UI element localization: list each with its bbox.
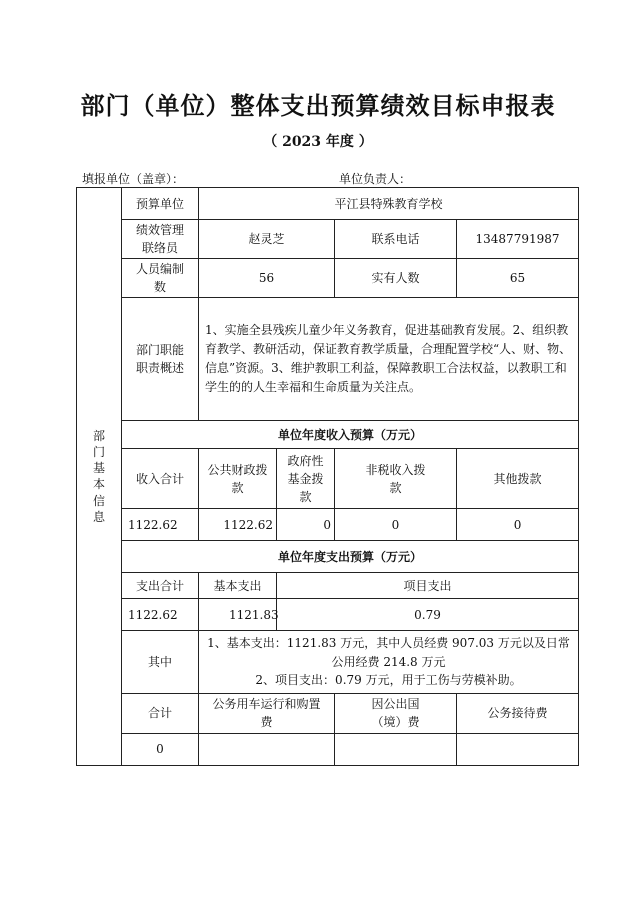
income-other-value: 0 bbox=[457, 509, 579, 541]
contact-label: 绩效管理 联络员 bbox=[122, 220, 199, 259]
expense-project-header: 项目支出 bbox=[277, 573, 579, 599]
income-fund-value: 0 bbox=[277, 509, 335, 541]
official-abroad-value bbox=[335, 733, 457, 765]
budget-unit-label: 预算单位 bbox=[122, 188, 199, 220]
staff-label: 人员编制 数 bbox=[122, 259, 199, 298]
official-values-row bbox=[77, 733, 579, 765]
official-car-value bbox=[199, 733, 335, 765]
budget-unit-value: 平江县特殊教育学校 bbox=[199, 188, 579, 220]
official-car-header: 公务用车运行和购置 费 bbox=[199, 693, 335, 733]
duty-row bbox=[77, 298, 579, 421]
income-fiscal-value: 1122.62 bbox=[199, 509, 277, 541]
income-section-row bbox=[77, 421, 579, 449]
side-char: 部 bbox=[92, 428, 105, 443]
expense-total-value: 1122.62 bbox=[122, 599, 199, 631]
expense-detail-line: 2、项目支出：0.79 万元，用于工伤与劳模补助。 bbox=[255, 673, 522, 688]
official-total-header: 合计 bbox=[122, 693, 199, 733]
budget-unit-row bbox=[77, 188, 579, 220]
expense-total-header: 支出合计 bbox=[122, 573, 199, 599]
income-section-title: 单位年度收入预算（万元） bbox=[122, 421, 579, 449]
expense-detail-text bbox=[199, 631, 579, 694]
responsible-label: 单位负责人： bbox=[339, 172, 412, 186]
side-char: 本 bbox=[92, 477, 105, 492]
year-label: （ 2023 年度 ） bbox=[263, 134, 373, 150]
expense-detail-row bbox=[77, 631, 579, 694]
income-other-header: 其他拨款 bbox=[457, 449, 579, 509]
income-header-row bbox=[77, 449, 579, 509]
side-char: 门 bbox=[92, 445, 105, 460]
expense-project-value: 0.79 bbox=[277, 599, 579, 631]
official-reception-header: 公务接待费 bbox=[457, 693, 579, 733]
expense-section-row bbox=[77, 541, 579, 573]
income-nontax-value: 0 bbox=[335, 509, 457, 541]
staff-row bbox=[77, 259, 579, 298]
expense-header-row bbox=[77, 573, 579, 599]
side-char: 基 bbox=[92, 461, 105, 476]
income-nontax-header: 非税收入拨 款 bbox=[335, 449, 457, 509]
side-label-cell bbox=[77, 188, 122, 766]
income-fund-header: 政府性 基金拨 款 bbox=[277, 449, 335, 509]
official-reception-value bbox=[457, 733, 579, 765]
expense-detail-label: 其中 bbox=[122, 631, 199, 694]
phone-value: 13487791987 bbox=[457, 220, 579, 259]
duty-text: 1、实施全县残疾儿童少年义务教育，促进基础教育发展。2、组织教育教学、教研活动，保证教育教学质量，合理配置学校“人、财、物、信息”资源。3、维护教职工利益，保障教职工合法权益，以教职工和学生的的人生幸福和生命质量为关注点。 bbox=[199, 298, 579, 421]
page-title: 部门（单位）整体支出预算绩效目标申报表 bbox=[80, 92, 556, 120]
official-abroad-header: 因公出国 （境）费 bbox=[335, 693, 457, 733]
income-total-value: 1122.62 bbox=[122, 509, 199, 541]
expense-basic-value: 1121.83 bbox=[199, 599, 277, 631]
contact-value: 赵灵芝 bbox=[199, 220, 335, 259]
official-total-value: 0 bbox=[122, 733, 199, 765]
side-char: 信 bbox=[92, 493, 105, 508]
actual-label: 实有人数 bbox=[335, 259, 457, 298]
actual-value: 65 bbox=[457, 259, 579, 298]
expense-section-title: 单位年度支出预算（万元） bbox=[122, 541, 579, 573]
contact-row bbox=[77, 220, 579, 259]
income-total-header: 收入合计 bbox=[122, 449, 199, 509]
income-values-row bbox=[77, 509, 579, 541]
expense-detail-line: 1、基本支出：1121.83 万元，其中人员经费 907.03 万元以及日常公用经费 214.8 万元 bbox=[207, 636, 570, 669]
staff-value: 56 bbox=[199, 259, 335, 298]
income-fiscal-header: 公共财政拨 款 bbox=[199, 449, 277, 509]
expense-basic-header: 基本支出 bbox=[199, 573, 277, 599]
filler-unit-label: 填报单位（盖章）： bbox=[82, 172, 185, 186]
expense-values-row bbox=[77, 599, 579, 631]
duty-label: 部门职能 职责概述 bbox=[122, 298, 199, 421]
official-header-row bbox=[77, 693, 579, 733]
phone-label: 联系电话 bbox=[335, 220, 457, 259]
budget-form-table bbox=[76, 187, 579, 766]
side-char: 息 bbox=[92, 509, 105, 524]
